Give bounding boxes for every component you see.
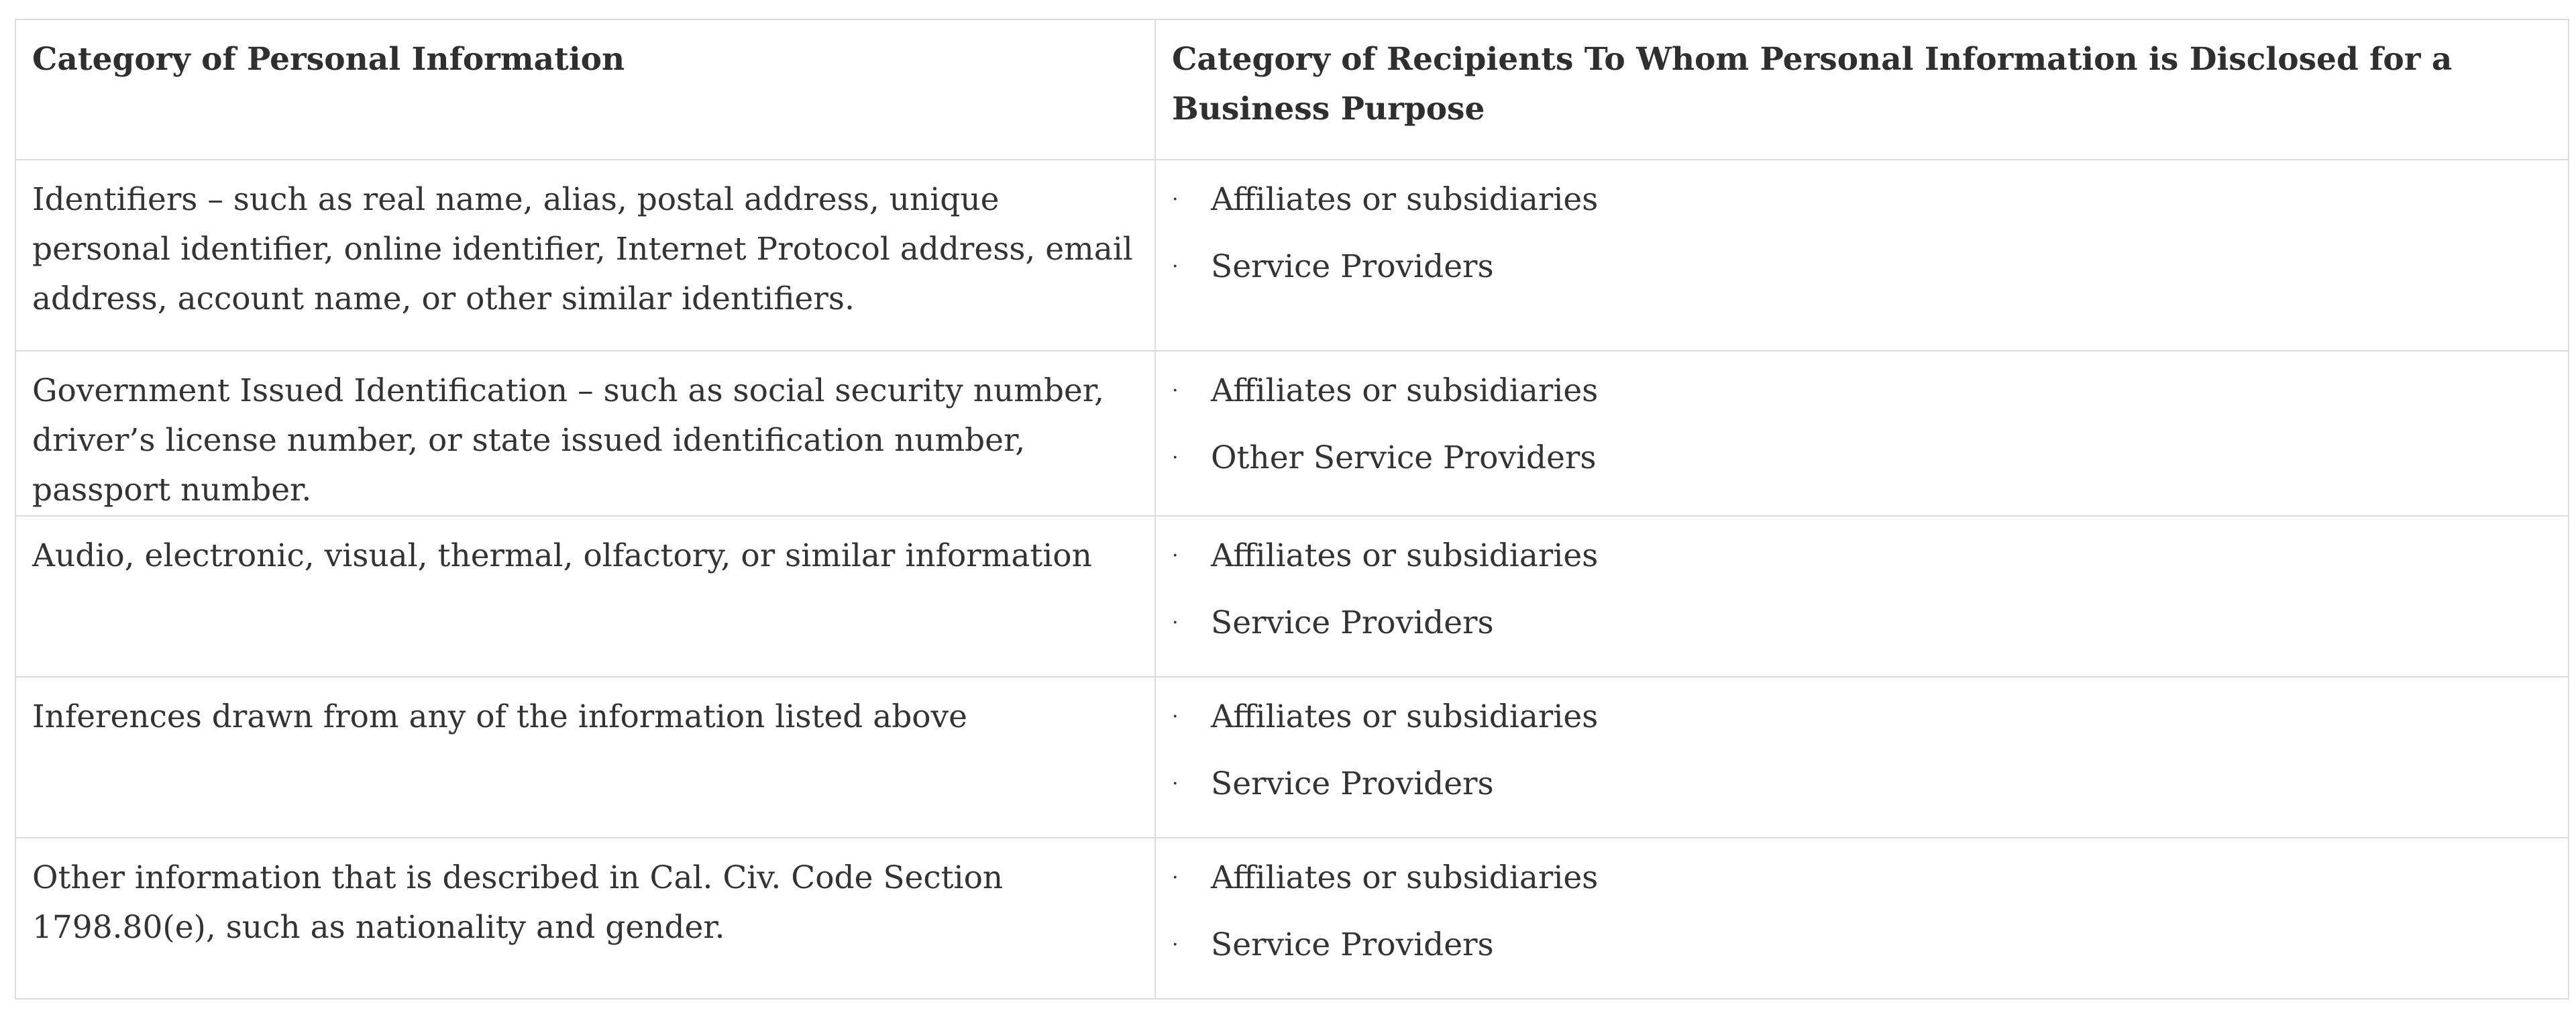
recipients-cell xyxy=(1155,351,2569,516)
recipients-cell xyxy=(1155,838,2569,999)
recipients-cell xyxy=(1155,516,2569,677)
recipient-label: Affiliates or subsidiaries xyxy=(1211,859,1599,896)
header-category: Category of Personal Information xyxy=(15,19,1155,160)
recipient-label: Other Service Providers xyxy=(1211,439,1597,476)
bullet-icon: · xyxy=(1172,705,1179,729)
category-cell: Inferences drawn from any of the information listed above xyxy=(15,677,1155,838)
recipient-label: Affiliates or subsidiaries xyxy=(1211,698,1599,735)
recipient-label: Affiliates or subsidiaries xyxy=(1211,372,1599,409)
category-cell: Identifiers – such as real name, alias, postal address, unique personal identifier, online identifier, Internet Protocol address, email address, account name, or other similar identifiers. xyxy=(15,160,1155,351)
header-recipients: Category of Recipients To Whom Personal Information is Disclosed for a Business Purpose xyxy=(1155,19,2569,160)
list-item xyxy=(1172,920,2552,970)
bullet-icon: · xyxy=(1172,188,1179,211)
bullet-icon: · xyxy=(1172,446,1179,470)
recipients-list xyxy=(1172,692,2552,809)
table-header-row xyxy=(15,19,2569,160)
table-row xyxy=(15,160,2569,351)
list-item xyxy=(1172,531,2552,581)
bullet-icon: · xyxy=(1172,611,1179,635)
list-item xyxy=(1172,433,2552,483)
list-item xyxy=(1172,853,2552,903)
table-row xyxy=(15,677,2569,838)
category-cell: Other information that is described in Cal. Civ. Code Section 1798.80(e), such as nationality and gender. xyxy=(15,838,1155,999)
recipients-cell xyxy=(1155,160,2569,351)
recipient-label: Service Providers xyxy=(1211,248,1494,285)
list-item xyxy=(1172,692,2552,742)
bullet-icon: · xyxy=(1172,866,1179,890)
bullet-icon: · xyxy=(1172,255,1179,278)
bullet-icon: · xyxy=(1172,544,1179,568)
category-cell: Government Issued Identification – such as social security number, driver’s license number, or state issued identification number, passport number. xyxy=(15,351,1155,516)
list-item xyxy=(1172,759,2552,809)
category-cell: Audio, electronic, visual, thermal, olfactory, or similar information xyxy=(15,516,1155,677)
recipients-cell xyxy=(1155,677,2569,838)
recipients-list xyxy=(1172,853,2552,970)
recipient-label: Service Providers xyxy=(1211,926,1494,963)
list-item xyxy=(1172,242,2552,292)
list-item xyxy=(1172,366,2552,416)
table-row xyxy=(15,351,2569,516)
recipient-label: Affiliates or subsidiaries xyxy=(1211,537,1599,574)
recipient-label: Affiliates or subsidiaries xyxy=(1211,181,1599,218)
bullet-icon: · xyxy=(1172,933,1179,957)
bullet-icon: · xyxy=(1172,379,1179,402)
table-row xyxy=(15,838,2569,999)
list-item xyxy=(1172,598,2552,648)
recipient-label: Service Providers xyxy=(1211,765,1494,802)
table-row xyxy=(15,516,2569,677)
recipients-list xyxy=(1172,366,2552,483)
recipients-list xyxy=(1172,531,2552,648)
bullet-icon: · xyxy=(1172,772,1179,796)
recipient-label: Service Providers xyxy=(1211,604,1494,641)
recipients-list xyxy=(1172,175,2552,292)
disclosure-table xyxy=(15,19,2569,1000)
list-item xyxy=(1172,175,2552,225)
